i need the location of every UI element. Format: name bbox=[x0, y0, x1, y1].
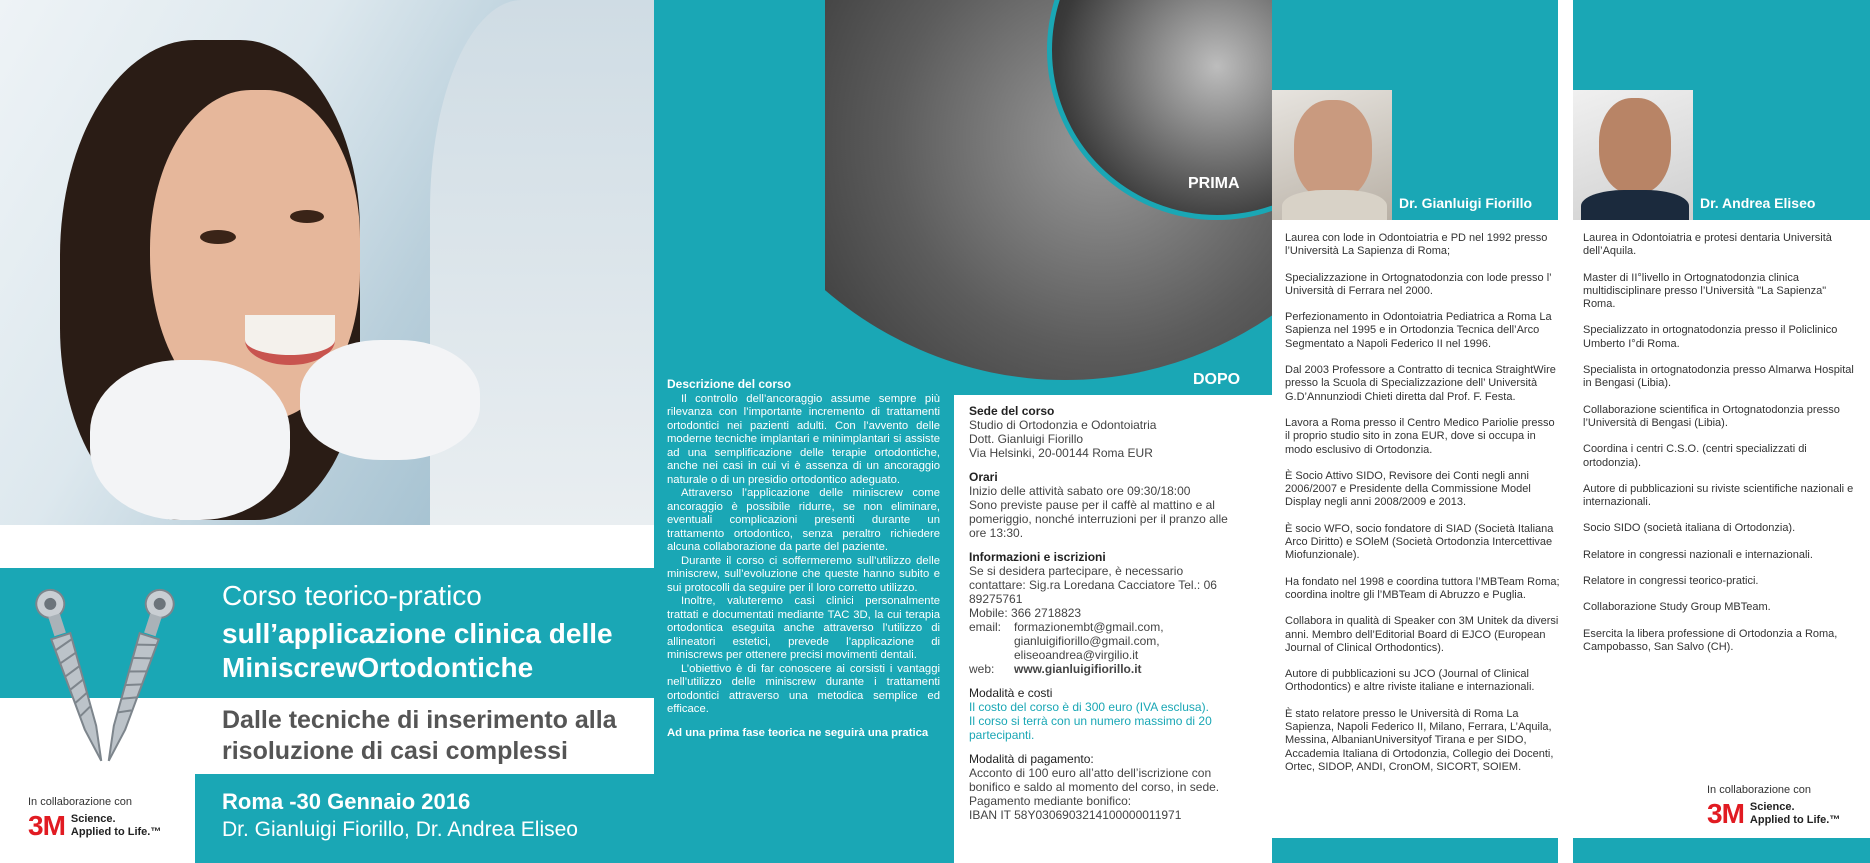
email-link[interactable]: formazionembt@gmail.com, bbox=[1014, 620, 1164, 634]
xray-image bbox=[825, 0, 1272, 395]
pagamento-line: Acconto di 100 euro all’atto dell’iscrizione con bonifico e saldo al momento del corso, in sede. bbox=[969, 766, 1220, 794]
cv-item: Socio SIDO (società italiana di Ortodonzia). bbox=[1583, 522, 1796, 535]
sede-heading: Sede del corso bbox=[969, 404, 1055, 418]
3m-logo: 3M bbox=[28, 810, 65, 841]
patient-photo bbox=[0, 0, 654, 525]
collab-block bbox=[28, 796, 161, 842]
iban-line: IBAN IT 58Y0306903214100000011971 bbox=[969, 808, 1182, 822]
description-closing: Ad una prima fase teorica ne seguirà una pratica bbox=[667, 726, 929, 739]
cv-item: Master di II°livello in Ortognatodonzia clinica multidisciplinare presso l’Università "La Sapienza" Roma. bbox=[1583, 271, 1827, 311]
orari-line: Sono previste pause per il caffè al mattino e al pomeriggio, nonché interruzioni per il pranzo alle ore 13:30. bbox=[969, 498, 1228, 540]
cv-item: Collaborazione Study Group MBTeam. bbox=[1583, 601, 1771, 614]
description-paragraph: L’obiettivo è di far conoscere ai corsisti i vantaggi nell’utilizzo delle miniscrew durante i trattamenti ortodontici attraverso una metodica semplice ed efficace. bbox=[667, 662, 940, 715]
label-after: DOPO bbox=[1193, 371, 1241, 388]
mobile-line: Mobile: 366 2718823 bbox=[969, 606, 1082, 620]
description-paragraph: Durante il corso ci soffermeremo sull’utilizzo delle miniscrew, sull’evoluzione che queste hanno subito e sui protocolli da seguire per il loro corretto utilizzo. bbox=[667, 554, 940, 594]
course-title-line2: sull’applicazione clinica delle MiniscrewOrtodontiche bbox=[222, 618, 613, 683]
course-subtitle: Dalle tecniche di inserimento alla risoluzione di casi complessi bbox=[222, 706, 617, 765]
back-collab-block bbox=[1707, 784, 1840, 830]
course-title-line1: Corso teorico-pratico bbox=[222, 580, 482, 611]
course-date: Roma -30 Gennaio 2016 bbox=[222, 789, 471, 814]
email-link[interactable]: eliseoandrea@virgilio.it bbox=[1014, 648, 1139, 662]
costi-heading: Modalità e costi bbox=[969, 686, 1053, 700]
costi-line: Il costo del corso è di 300 euro (IVA esclusa). bbox=[969, 700, 1209, 714]
cv-item: È socio WFO, socio fondatore di SIAD (Società Italiana Arco Diritto) e SOleM (Società Ortodonzia Intercettivae Miofunzionale). bbox=[1285, 522, 1554, 562]
orari-heading: Orari bbox=[969, 470, 998, 484]
cv-item: Relatore in congressi teorico-pratici. bbox=[1583, 575, 1759, 588]
cv-item: Perfezionamento in Odontoiatria Pediatrica a Roma La Sapienza nel 1995 e in Ortodonzia Tecnica dell’Arco Segmentato a Napoli Federico II nel 1996. bbox=[1285, 311, 1552, 350]
orari-line: Inizio delle attività sabato ore 09:30/18:00 bbox=[969, 484, 1191, 498]
web-row bbox=[969, 662, 1241, 676]
cv-item: Collaborazione scientifica in Ortognatodonzia presso l’Università di Bengasi (Libia). bbox=[1583, 403, 1840, 429]
cv-item: Relatore in congressi nazionali e internazionali. bbox=[1583, 548, 1813, 561]
sede-line: Via Helsinki, 20-00144 Roma EUR bbox=[969, 446, 1153, 460]
course-doctors: Dr. Gianluigi Fiorillo, Dr. Andrea Eliseo bbox=[222, 818, 578, 841]
doctor2-footer-band bbox=[1573, 838, 1870, 863]
iscrizioni-heading: Informazioni e iscrizioni bbox=[969, 550, 1106, 564]
doctor2-photo bbox=[1573, 90, 1693, 220]
cv-item: Esercita la libera professione di Ortodonzia a Roma, Campobasso, San Salvo (CH). bbox=[1583, 627, 1838, 653]
doctor1-name: Dr. Gianluigi Fiorillo bbox=[1399, 195, 1533, 211]
doctor1-footer-band bbox=[1272, 838, 1558, 863]
pagamento-line: Pagamento mediante bonifico: bbox=[969, 794, 1132, 808]
3m-logo: 3M bbox=[1707, 798, 1744, 829]
description-paragraph: Il controllo dell’ancoraggio assume sempre più rilevanza con l’importante incremento di trattamenti ortodontici nei pazienti adulti. Con l’avvento delle moderne tecniche implantari e minimplantari si assiste ad una semplificazione delle terapie ortodontiche, anche nei casi in cui vi è assenza di un ancoraggio naturale o di un presidio ortodontico adeguato. bbox=[667, 392, 940, 486]
cv-item: Autore di pubblicazioni su JCO (Journal of Clinical Orthodontics) e altre riviste italiane e internazionali. bbox=[1285, 668, 1535, 694]
doctor2-cv bbox=[1583, 232, 1855, 667]
cv-item: Specialista in ortognatodonzia presso Almarwa Hospital in Bengasi (Libia). bbox=[1583, 364, 1854, 390]
course-info bbox=[969, 404, 1241, 822]
tagline-line2: Applied to Life.™ bbox=[70, 826, 162, 838]
cv-item: Lavora a Roma presso il Centro Medico Pariolie presso il proprio studio sito in zona EUR, dove si occupa in modo esclusivo di Ortodonzia. bbox=[1285, 416, 1555, 456]
doctor1-cv bbox=[1285, 232, 1560, 787]
cv-item: Coordina i centri C.S.O. (centri specializzati di ortodonzia). bbox=[1583, 443, 1807, 469]
cv-item: Autore di pubblicazioni su riviste scientifiche nazionali e internazionali. bbox=[1583, 482, 1854, 509]
miniscrew-illustration bbox=[25, 580, 175, 775]
costi-line: Il corso si terrà con un numero massimo di 20 partecipanti. bbox=[969, 714, 1212, 742]
course-description bbox=[667, 378, 940, 740]
sede-line: Dott. Gianluigi Fiorillo bbox=[969, 432, 1084, 446]
cv-item: È Socio Attivo SIDO, Revisore dei Conti negli anni 2006/2007 e Presidente della Commissione Model Display negli anni 2008/2009 e 2013. bbox=[1285, 469, 1531, 509]
email-label: email: bbox=[969, 620, 1002, 634]
web-label: web: bbox=[969, 662, 995, 676]
sede-line: Studio di Ortodonzia e Odontoiatria bbox=[969, 418, 1157, 432]
email-link[interactable]: gianluigifiorillo@gmail.com, bbox=[1014, 634, 1160, 648]
doctor1-photo bbox=[1272, 90, 1392, 220]
description-heading: Descrizione del corso bbox=[667, 377, 792, 391]
label-before: PRIMA bbox=[1188, 175, 1240, 192]
description-paragraph: Attraverso l’applicazione delle miniscrew come ancoraggio è possibile ridurre, se non eliminare, eventuali complicazioni presenti durante un trattamento ortodontico, senza peraltro richiedere alcuna collaborazione da parte del paziente. bbox=[667, 487, 940, 553]
email-row bbox=[969, 620, 1241, 662]
description-paragraph: Inoltre, valuteremo casi clinici personalmente trattati e documentati mediante TAC 3D, la cui terapia ortodontica eseguita anche attraverso l’utilizzo di allineatori estetici, prevede l’applicazione di miniscrews per ottenere precisi movimenti dentali. bbox=[667, 595, 940, 661]
tagline-line1: Science. bbox=[70, 813, 116, 825]
cv-item: Ha fondato nel 1998 e coordina tuttora l’MBTeam Roma; coordina inoltre gli l’MBTeam di Abruzzo e Puglia. bbox=[1285, 575, 1560, 601]
tagline-line2: Applied to Life.™ bbox=[1749, 814, 1841, 826]
doctor2-name: Dr. Andrea Eliseo bbox=[1700, 195, 1816, 211]
collab-label: In collaborazione con bbox=[28, 796, 132, 808]
cv-item: Specializzazione in Ortognatodonzia con lode presso l’ Università di Ferrara nel 2000. bbox=[1285, 271, 1552, 297]
web-link[interactable]: www.gianluigifiorillo.it bbox=[1014, 662, 1142, 676]
cv-item: Dal 2003 Professore a Contratto di tecnica StraightWire presso la Scuola di Specializzazione dell’ Università G.D’Annunziodi Chieti diretta dal Prof. F. Festa. bbox=[1285, 364, 1556, 403]
collab-label: In collaborazione con bbox=[1707, 784, 1811, 796]
cv-item: Collabora in qualità di Speaker con 3M Unitek da diversi anni. Membro dell’Editorial Board di EJCO (European Journal of Clinical Orthodontics). bbox=[1285, 615, 1559, 654]
pagamento-heading: Modalità di pagamento: bbox=[969, 752, 1094, 766]
tagline-line1: Science. bbox=[1749, 801, 1795, 813]
cv-item: È stato relatore presso le Università di Roma La Sapienza, Napoli Federico II, Milano, Ferrara, L’Aquila, Messina, AlbanianUniversityof Tirana e per SIDO, Accademia Italiana di Ortodonzia, Collegio dei Docenti, Ortec, SIDOP, ANDI, CronOM, SICORT, SOIEM. bbox=[1285, 707, 1554, 773]
cv-item: Laurea con lode in Odontoiatria e PD nel 1992 presso l’Università La Sapienza di Roma; bbox=[1285, 232, 1548, 258]
iscrizioni-line: Se si desidera partecipare, è necessario contattare: Sig.ra Loredana Cacciatore Tel.: 06 89275761 bbox=[969, 564, 1217, 606]
cv-item: Laurea in Odontoiatria e protesi dentaria Università dell’Aquila. bbox=[1583, 232, 1832, 258]
cv-item: Specializzato in ortognatodonzia presso il Policlinico Umberto I°di Roma. bbox=[1583, 324, 1838, 350]
